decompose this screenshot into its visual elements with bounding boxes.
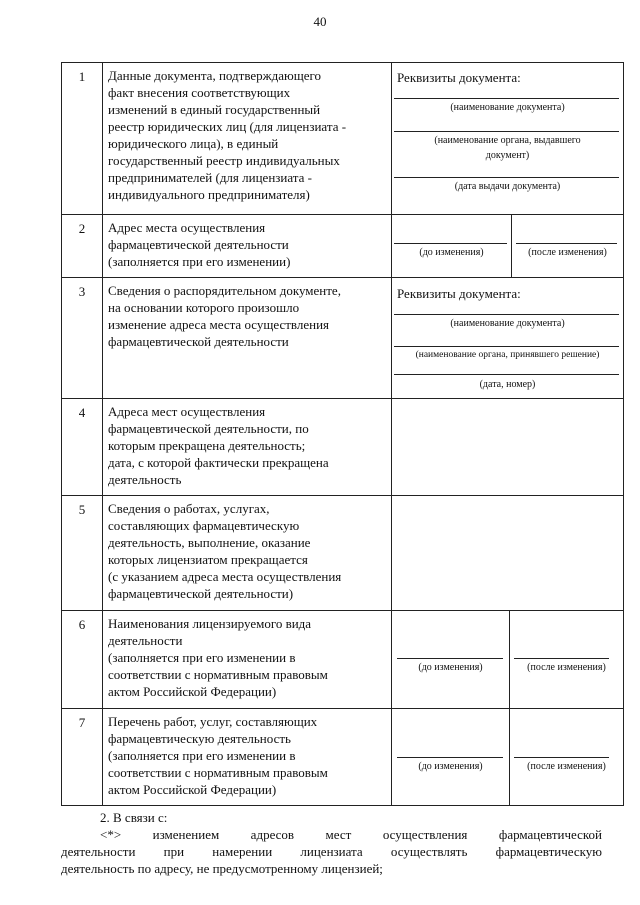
row-number: 3 xyxy=(62,278,103,399)
terminated-addresses-cell[interactable] xyxy=(392,399,624,496)
fill-line xyxy=(394,374,619,375)
works-list-change-cell[interactable] xyxy=(392,709,624,806)
footer-text-line: деятельности при намерении лицензиата осуществлять фармацевтическую xyxy=(61,844,602,859)
row-number: 4 xyxy=(62,399,103,496)
table-row xyxy=(62,215,624,278)
row-description: Наименования лицензируемого вида деятельности (заполняется при его изменении в соответствии с нормативным правовым актом Российской Федерации) xyxy=(103,611,392,709)
table-row xyxy=(62,496,624,611)
fill-line xyxy=(394,346,619,347)
fill-line xyxy=(394,131,619,132)
terminated-works-cell[interactable] xyxy=(392,496,624,611)
before-change-caption: (до изменения) xyxy=(418,662,483,673)
footer-text-line: <*> изменением адресов мест осуществления фармацевтической xyxy=(100,827,602,842)
fill-line xyxy=(397,658,503,659)
fill-line xyxy=(394,314,619,315)
fill-line xyxy=(514,757,609,758)
row-number: 1 xyxy=(62,63,103,215)
table-row xyxy=(62,63,624,215)
document-name-caption: (наименование документа) xyxy=(450,318,565,329)
footer-text-line: деятельность по адресу, не предусмотренному лицензией; xyxy=(61,861,383,876)
date-number-caption: (дата, номер) xyxy=(479,379,536,390)
row-number: 6 xyxy=(62,611,103,709)
table-row xyxy=(62,611,624,709)
row-description: Адрес места осуществления фармацевтической деятельности (заполняется при его изменении) xyxy=(103,215,392,278)
table-row xyxy=(62,399,624,496)
order-document-details-cell[interactable] xyxy=(392,278,624,399)
row-description: Сведения о работах, услугах, составляющих фармацевтическую деятельность, выполнение, оказание которых лицензиатом прекращается (с указанием адреса места осуществления фармацевтической деятельности) xyxy=(103,496,392,611)
details-title: Реквизиты документа: xyxy=(397,286,521,301)
after-change-caption: (после изменения) xyxy=(527,761,606,772)
activity-name-change-cell[interactable] xyxy=(392,611,624,709)
issuer-caption: (наименование органа, выдавшего документ) xyxy=(434,135,581,161)
table-row xyxy=(62,278,624,399)
row-number: 7 xyxy=(62,709,103,806)
after-change-caption: (после изменения) xyxy=(528,247,607,258)
column-divider xyxy=(509,709,510,805)
row-description: Данные документа, подтверждающего факт внесения соответствующих изменений в единый государственный реестр юридических лиц (для лицензиата - юридического лица), в единый государственный реестр индивидуальных предпринимателей (для лицензиата - индивидуального предпринимателя) xyxy=(103,63,392,215)
row-description: Сведения о распорядительном документе, на основании которого произошло изменение адреса места осуществления фармацевтической деятельности xyxy=(103,278,392,399)
after-change-caption: (после изменения) xyxy=(527,662,606,673)
row-number: 2 xyxy=(62,215,103,278)
details-title: Реквизиты документа: xyxy=(397,70,521,85)
issue-date-caption: (дата выдачи документа) xyxy=(454,181,561,192)
notification-form-table xyxy=(61,62,624,806)
address-change-cell[interactable] xyxy=(392,215,624,278)
fill-line xyxy=(394,177,619,178)
row-description: Перечень работ, услуг, составляющих фармацевтическую деятельность (заполняется при его изменении в соответствии с нормативным правовым актом Российской Федерации) xyxy=(103,709,392,806)
document-details-cell[interactable] xyxy=(392,63,624,215)
before-change-caption: (до изменения) xyxy=(418,761,483,772)
item-2-heading: 2. В связи с: xyxy=(100,810,168,825)
deciding-organ-caption: (наименование органа, принявшего решение) xyxy=(415,350,600,360)
before-change-caption: (до изменения) xyxy=(419,247,484,258)
fill-line xyxy=(514,658,609,659)
row-description: Адреса мест осуществления фармацевтической деятельности, по которым прекращена деятельность; дата, с которой фактически прекращена деятельность xyxy=(103,399,392,496)
page-number: 40 xyxy=(313,14,327,29)
fill-line xyxy=(397,757,503,758)
table-row xyxy=(62,709,624,806)
fill-line xyxy=(516,243,617,244)
fill-line xyxy=(394,98,619,99)
row-number: 5 xyxy=(62,496,103,611)
fill-line xyxy=(394,243,507,244)
document-name-caption: (наименование документа) xyxy=(450,102,565,113)
